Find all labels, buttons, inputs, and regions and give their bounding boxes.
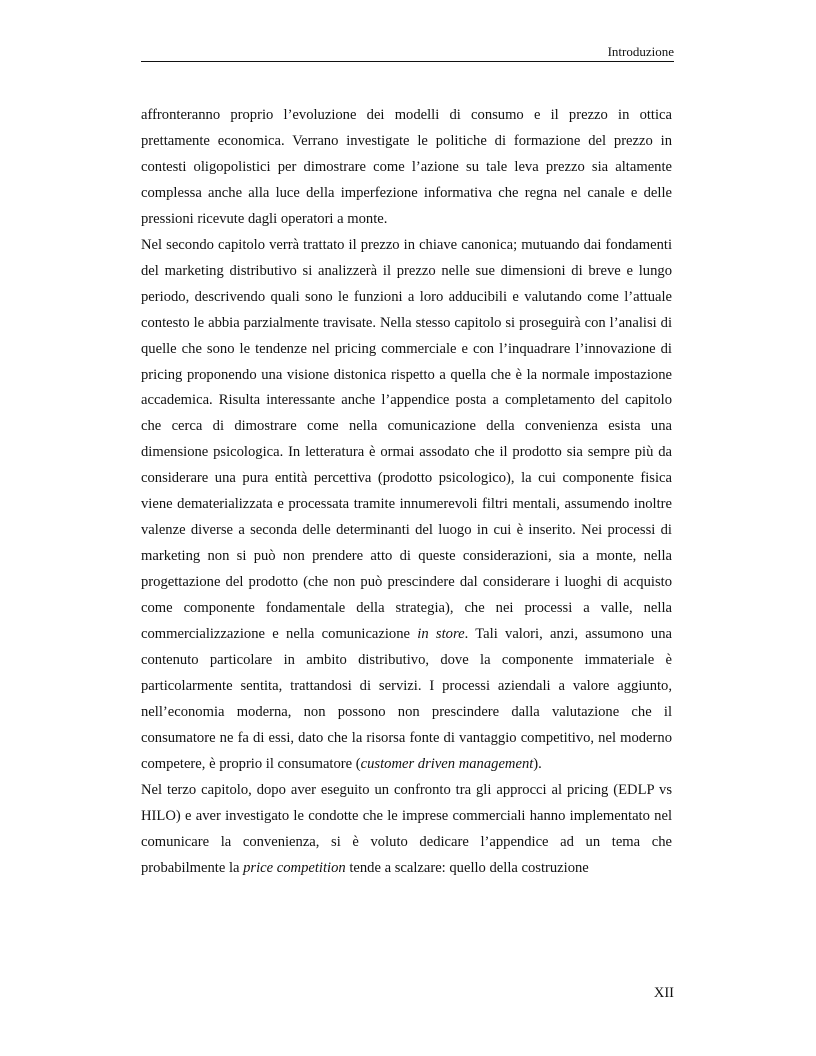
paragraph-2-text-a: Nel secondo capitolo verrà trattato il prezzo in chiave canonica; mutuando dai fondamenti del marketing distributivo si analizzerà il prezzo nelle sue dimensioni di breve e lungo periodo, descrivendo quali sono le funzioni a loro adducibili e valutando come l’attuale contesto le abbia parzialmente travisate. Nella stesso capitolo si proseguirà con l’analisi di quelle che sono le tendenze nel pricing commerciale e con l’inquadrare l’innovazione di pricing proponendo una visione distonica rispetto a quella che è la normale impostazione accademica. Risulta interessante anche l’appendice posta a completamento del capitolo che cerca di dimostrare come nella comunicazione della convenienza esista una dimensione psicologica. In letteratura è ormai assodato che il prodotto sia sempre più da considerare una pura entità percettiva (prodotto psicologico), la cui componente fisica viene dematerializzata e processata tramite innumerevoli filtri mentali, assumendo inoltre valenze diverse a seconda delle determinanti del luogo in cui è inserito. Nei processi di marketing non si può non prendere atto di queste considerazioni, sia a monte, nella progettazione del prodotto (che non può prescindere dal considerare i luoghi di acquisto come componente fondamentale della strategia), che nei processi a valle, nella commercializzazione e nella comunicazione bbox=[141, 236, 672, 643]
paragraph-3-text-b: tende a scalzare: quello della costruzione bbox=[345, 859, 589, 876]
header-rule bbox=[141, 61, 674, 62]
body-text bbox=[141, 103, 672, 882]
paragraph-2-italic-term-b: customer driven management bbox=[360, 755, 534, 772]
paragraph-2 bbox=[141, 233, 672, 778]
paragraph-2-text-b: . Tali valori, anzi, assumono una contenuto particolare in ambito distributivo, dove la componente immateriale è particolarmente sentita, trattandosi di servizi. I processi aziendali a valore aggiunto, nell’economia moderna, non possono non prescindere dalla valutazione che il consumatore ne fa di essi, dato che la risorsa fonte di vantaggio competitivo, nel moderno competere, è proprio il consumatore ( bbox=[141, 626, 672, 772]
page-number: XII bbox=[653, 985, 674, 1001]
paragraph-3-text-a: Nel terzo capitolo, dopo aver eseguito un confronto tra gli approcci al pricing (EDLP vs HILO) e aver investigato le condotte che le imprese commerciali hanno implementato nel comunicare la convenienza, si è voluto dedicare l’appendice ad un tema che probabilmente la bbox=[141, 781, 672, 876]
paragraph-3-italic-term: price competition bbox=[243, 859, 346, 876]
paragraph-2-italic-term-a: in store bbox=[417, 626, 465, 643]
paragraph-2-text-c: ). bbox=[533, 755, 542, 772]
paragraph-3 bbox=[141, 778, 672, 882]
running-header: Introduzione bbox=[607, 44, 674, 59]
paragraph-1: affronteranno proprio l’evoluzione dei modelli di consumo e il prezzo in ottica prettamente economica. Verrano investigate le politiche di formazione del prezzo in contesti oligopolistici per dimostrare come l’azione su tale leva prezzo sia altamente complessa anche alla luce della imperfezione informativa che regna nel canale e delle pressioni ricevute dagli operatori a monte. bbox=[141, 107, 672, 227]
